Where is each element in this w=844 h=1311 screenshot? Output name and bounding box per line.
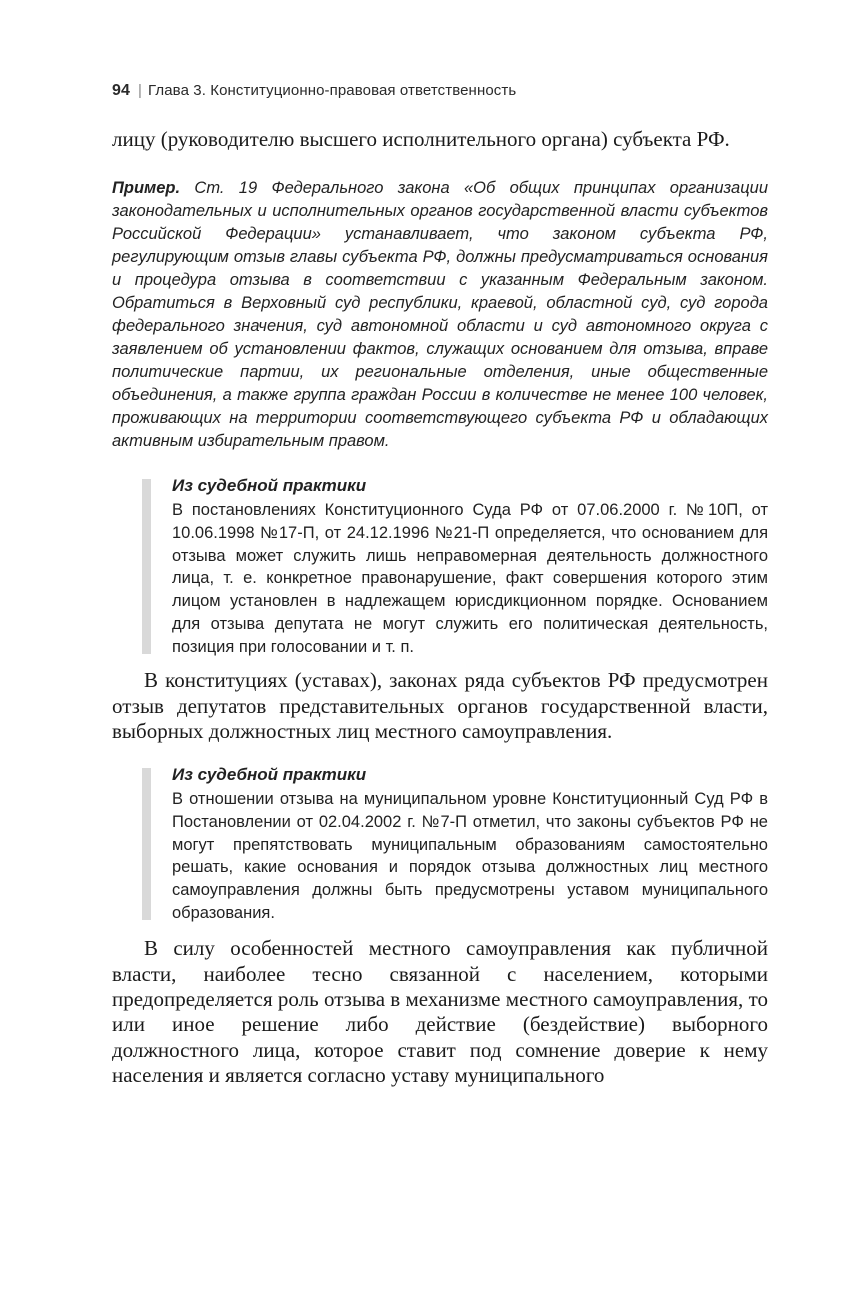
case-law-text: В отношении отзыва на муниципальном уровне Конституционный Суд РФ в Постановлении от 02.04.2002 г. №7-П отметил, что законы субъектов РФ не могут препятствовать муниципальным образованиям самостоятельно решать, какие основания и порядок отзыва должностных лиц местного самоуправления должны быть предусмотрены уставом муниципального образования. (172, 790, 768, 922)
case-law-heading: Из судебной практики (172, 765, 367, 785)
running-head (112, 78, 768, 104)
body-paragraph-2: В конституциях (уставах), законах ряда субъектов РФ предусмотрен отзыв депутатов представительных органов государственной власти, выборных должностных лиц местного самоуправления. (112, 668, 768, 743)
body-paragraph-1: лицу (руководителю высшего исполнительного органа) субъекта РФ. (112, 127, 730, 151)
case-law-heading: Из судебной практики (172, 476, 367, 496)
example-block (112, 177, 768, 453)
example-lead: Пример. (112, 179, 181, 198)
case-law-block-2 (142, 762, 768, 924)
case-law-text: В постановлениях Конституционного Суда РФ от 07.06.2000 г. №10П, от 10.06.1998 №17-П, от 24.12.1996 №21-П определяется, что основанием для отзыва может служить лишь неправомерная деятельность должностного лица, т. е. конкретное правонарушение, факт совершения которого этим лицом установлен в надлежащем юрисдикционном порядке. Основанием для отзыва депутата не могут служить его политическая деятельность, позиция при голосовании и т. п. (172, 501, 768, 656)
chapter-title: Глава 3. Конституционно-правовая ответственность (148, 82, 517, 99)
body-paragraph-3: В силу особенностей местного самоуправления как публичной власти, наиболее тесно связанной с населением, которыми предопределяется роль отзыва в механизме местного самоуправления, то или иное решение либо действие (бездействие) выборного должностного лица, которое ставит под сомнение доверие к нему населения и является согласно уставу муниципального (112, 936, 768, 1087)
header-separator: | (138, 82, 142, 99)
page-number: 94 (112, 82, 130, 99)
case-law-block-1 (142, 473, 768, 658)
example-text: Ст. 19 Федерального закона «Об общих принципах организации законодательных и исполнительных органов государственной власти субъектов Российской Федерации» устанавливает, что законом субъекта РФ, регулирующим отзыв главы субъекта РФ, должны предусматриваться основания и процедура отзыва в соответствии с указанным Федеральным законом. Обратиться в Верховный суд республики, краевой, областной суд, суд города федерального значения, суд автономной области и суд автономного округа с заявлением об установлении фактов, служащих основанием для отзыва, вправе политические партии, их региональные отделения, иные общественные объединения, а также группа граждан России в количестве не менее 100 человек, проживающих на территории соответствующего субъекта РФ и обладающих активным избирательным правом. (112, 179, 768, 451)
sidebar-rule (142, 768, 151, 920)
sidebar-rule (142, 479, 151, 654)
book-page (112, 78, 768, 1088)
